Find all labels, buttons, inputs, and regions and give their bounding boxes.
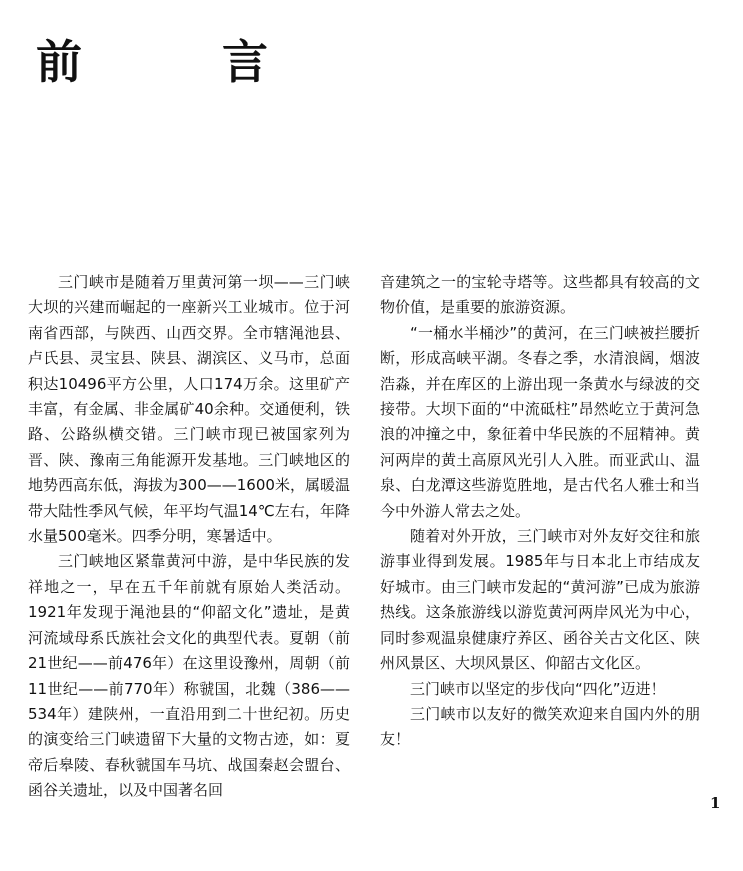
paragraph-tourism: 随着对外开放，三门峡市对外友好交往和旅游事业得到发展。1985年与日本北上市结成友好城市。由三门峡市发起的“黄河游”已成为旅游热线。这条旅游线以游览黄河两岸风光为中心，同时参观温泉健康疗养区、函谷关古文化区、陕州风景区、大坝风景区、仰韶古文化区。 — [380, 527, 700, 673]
paragraph-history: 三门峡地区紧靠黄河中游，是中华民族的发祥地之一，早在五千年前就有原始人类活动。1921年发现于渑池县的“仰韶文化”遗址，是黄河流域母系氏族社会文化的典型代表。夏朝（前21世纪——前476年）在这里设豫州，周朝（前11世纪——前770年）称虢国，北魏（386——534年）建陕州，一直沿用到二十世纪初。历史的演变给三门峡遗留下大量的文物古迹，如：夏帝后皋陵、春秋虢国车马坑、战国秦赵会盟台、函谷关遗址，以及中国著名回 — [28, 552, 350, 800]
right-text-column — [380, 270, 700, 753]
page-title: 前 言 — [36, 35, 331, 89]
paragraph-yellow-river: “一桶水半桶沙”的黄河，在三门峡被拦腰折断，形成高峡平湖。冬春之季，水清浪阔，烟波浩淼，并在库区的上游出现一条黄水与绿波的交接带。大坝下面的“中流砥柱”昂然屹立于黄河急浪的冲撞之中，象征着中华民族的不屈精神。黄河两岸的黄土高原风光引人入胜。而亚武山、温泉、白龙潭这些游览胜地，是古代名人雅士和当今中外游人常去之处。 — [380, 323, 700, 520]
paragraph-welcome: 三门峡市以友好的微笑欢迎来自国内外的朋友！ — [380, 704, 700, 749]
paragraph-city-overview: 三门峡市是随着万里黄河第一坝——三门峡大坝的兴建而崛起的一座新兴工业城市。位于河南省西部，与陕西、山西交界。全市辖渑池县、卢氏县、灵宝县、陕县、湖滨区、义马市，总面积达10496平方公里，人口174万余。这里矿产丰富，有金属、非金属矿40余种。交通便利，铁路、公路纵横交错。三门峡市现已被国家列为晋、陕、豫南三角能源开发基地。三门峡地区的地势西高东低，海拔为300——1600米，属暖温带大陆性季风气候，年平均气温14℃左右，年降水量500毫米。四季分明，寒暑适中。 — [28, 273, 350, 546]
page-number: 1 — [710, 794, 721, 812]
left-text-column — [28, 270, 350, 804]
paragraph-progress: 三门峡市以坚定的步伐向“四化”迈进！ — [410, 679, 666, 698]
paragraph-continuation: 音建筑之一的宝轮寺塔等。这些都具有较高的文物价值，是重要的旅游资源。 — [380, 273, 700, 317]
